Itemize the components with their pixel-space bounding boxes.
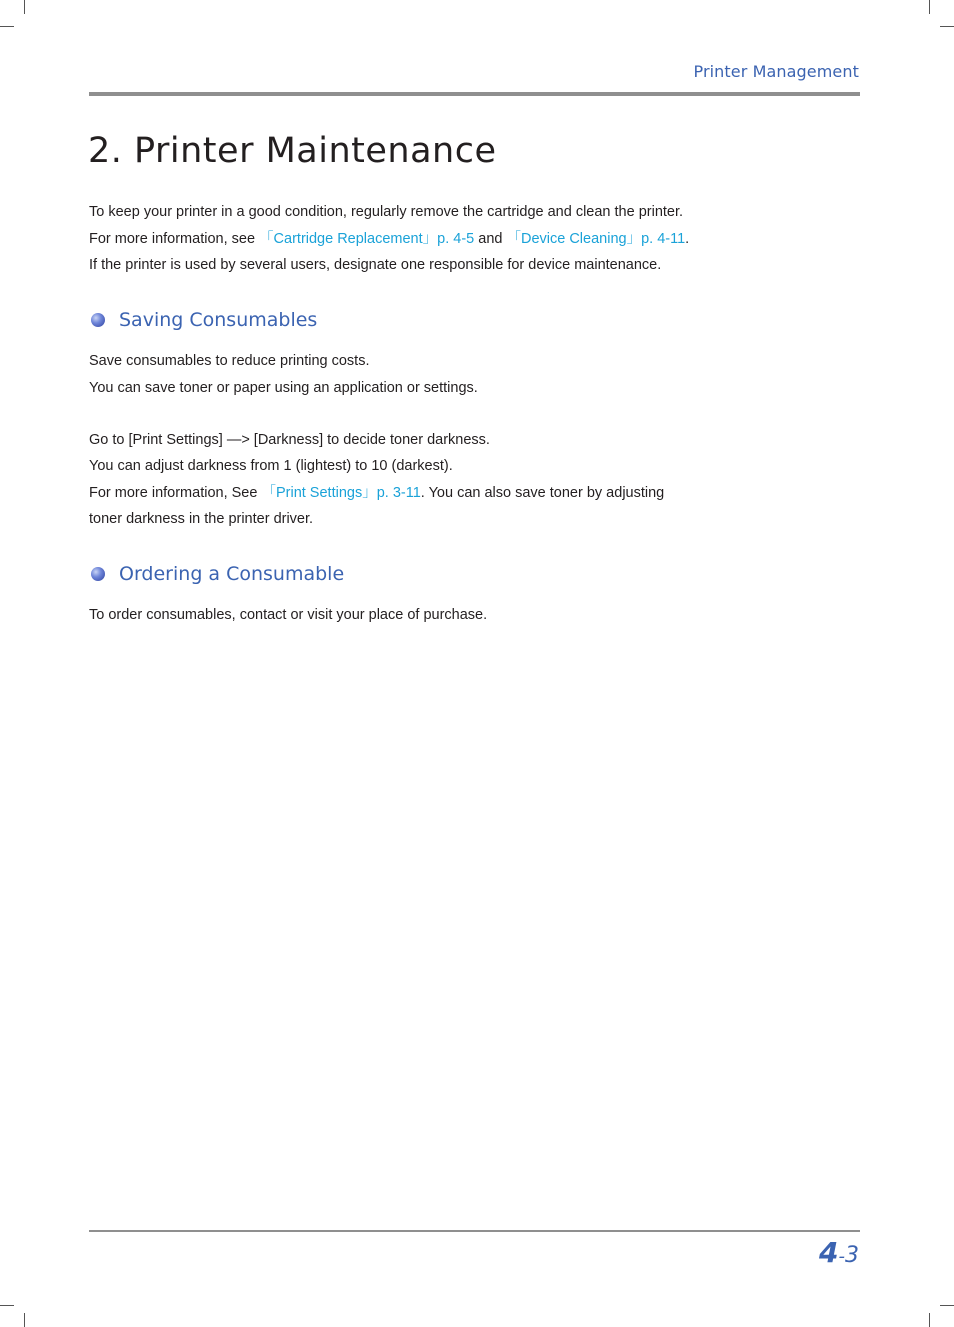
chapter-number: 4 — [819, 1236, 839, 1269]
section-heading-ordering — [91, 562, 344, 586]
page-title: 2. Printer Maintenance — [88, 131, 497, 171]
crop-mark — [24, 0, 25, 14]
section-heading-text: Saving Consumables — [119, 309, 318, 331]
page-number — [819, 1236, 859, 1269]
intro-text: To keep your printer in a good condition, regularly remove the cartridge and clean the printer. — [89, 204, 684, 220]
print-settings-link[interactable]: 「Print Settings」p. 3-11 — [261, 485, 421, 501]
saving-line-1 — [89, 352, 369, 370]
ordering-line-1 — [89, 606, 487, 624]
footer-rule — [89, 1230, 860, 1232]
page-number-separator: - — [838, 1246, 845, 1267]
crop-mark — [929, 1313, 930, 1327]
saving-text: toner darkness in the printer driver. — [89, 511, 314, 527]
bullet-icon — [91, 567, 105, 581]
crop-mark — [24, 1313, 25, 1327]
section-heading-saving — [91, 308, 317, 332]
cartridge-replacement-link[interactable]: 「Cartridge Replacement」p. 4-5 — [259, 231, 475, 247]
bullet-icon — [91, 313, 105, 327]
saving-line-6 — [89, 510, 313, 528]
saving-text: Go to [Print Settings] —> [Darkness] to decide toner darkness. — [89, 432, 490, 448]
crop-mark — [940, 1305, 954, 1306]
ordering-text: To order consumables, contact or visit your place of purchase. — [89, 607, 488, 623]
saving-line-2 — [89, 379, 478, 397]
intro-line-1 — [89, 203, 683, 221]
crop-mark — [0, 26, 14, 27]
intro-text: . — [685, 231, 690, 247]
saving-text: For more information, See — [89, 485, 262, 501]
saving-line-5 — [89, 484, 664, 502]
section-heading-text: Ordering a Consumable — [119, 563, 345, 585]
intro-text: For more information, see — [89, 231, 260, 247]
header-rule — [89, 92, 860, 96]
saving-text: Save consumables to reduce printing costs. — [89, 353, 370, 369]
device-cleaning-link[interactable]: 「Device Cleaning」p. 4-11 — [506, 231, 686, 247]
saving-line-4 — [89, 457, 453, 475]
running-header-title: Printer Management — [693, 62, 859, 81]
crop-mark — [0, 1305, 14, 1306]
page-number-value: 3 — [845, 1243, 859, 1268]
saving-text: You can save toner or paper using an application or settings. — [89, 380, 478, 396]
intro-text: If the printer is used by several users, designate one responsible for device maintenance. — [89, 257, 662, 273]
intro-line-2 — [89, 230, 689, 248]
saving-line-3 — [89, 431, 490, 449]
crop-mark — [929, 0, 930, 14]
saving-text: You can adjust darkness from 1 (lightest) to 10 (darkest). — [89, 458, 453, 474]
crop-mark — [940, 26, 954, 27]
intro-line-3 — [89, 256, 661, 274]
intro-text: and — [474, 231, 507, 247]
saving-text: . You can also save toner by adjusting — [420, 485, 665, 501]
